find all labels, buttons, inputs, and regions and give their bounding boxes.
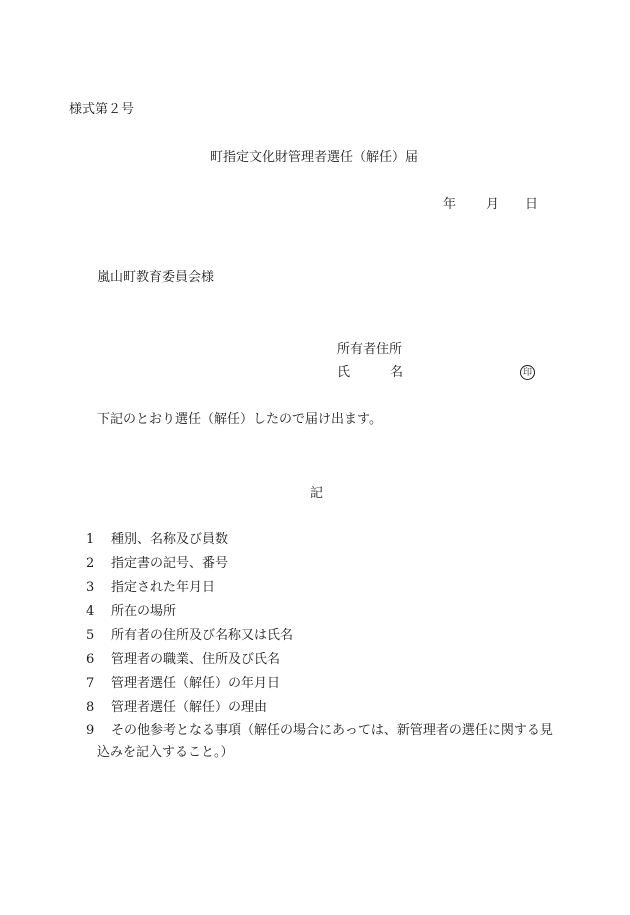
owner-name-label-2: 名: [390, 365, 404, 380]
date-day-label: 日: [525, 197, 539, 212]
item-number: 7: [86, 676, 95, 691]
intro-text: 下記のとおり選任（解任）したので届け出ます。: [97, 412, 382, 427]
form-number: 様式第２号: [69, 102, 135, 117]
seal-icon: 印: [520, 365, 535, 380]
item-number: 8: [86, 700, 95, 715]
ki-heading: 記: [310, 486, 324, 501]
item-number: 6: [86, 652, 95, 667]
date-line: [443, 197, 538, 213]
item-number: 5: [86, 628, 95, 643]
date-month-label: 月: [486, 197, 500, 212]
addressee: 嵐山町教育委員会様: [97, 270, 215, 285]
item-number: 1: [86, 532, 95, 547]
item-text: 指定された年月日: [111, 580, 216, 595]
item-number: 2: [86, 556, 95, 571]
item-text: 所有者の住所及び名称又は氏名: [111, 628, 294, 643]
item-text: その他参考となる事項（解任の場合にあっては、新管理者の選任に関する見: [111, 723, 553, 738]
item-number: 4: [86, 604, 95, 619]
item-text: 指定書の記号、番号: [111, 556, 229, 571]
item-text: 管理者の職業、住所及び氏名: [111, 652, 281, 667]
item-text: 管理者選任（解任）の年月日: [111, 676, 281, 691]
item-text: 所在の場所: [111, 604, 177, 619]
owner-address-label: 所有者住所: [337, 342, 403, 357]
owner-name-row: [337, 365, 539, 381]
item-text: 管理者選任（解任）の理由: [111, 700, 268, 715]
owner-name-label-1: 氏: [337, 365, 351, 380]
item-number: 9: [86, 723, 95, 738]
item-text: 種別、名称及び員数: [111, 532, 229, 547]
date-year-label: 年: [443, 197, 457, 212]
item-text-continuation: 込みを記入すること。）: [97, 745, 234, 760]
item-number: 3: [86, 580, 95, 595]
document-title: 町指定文化財管理者選任（解任）届: [210, 150, 419, 165]
